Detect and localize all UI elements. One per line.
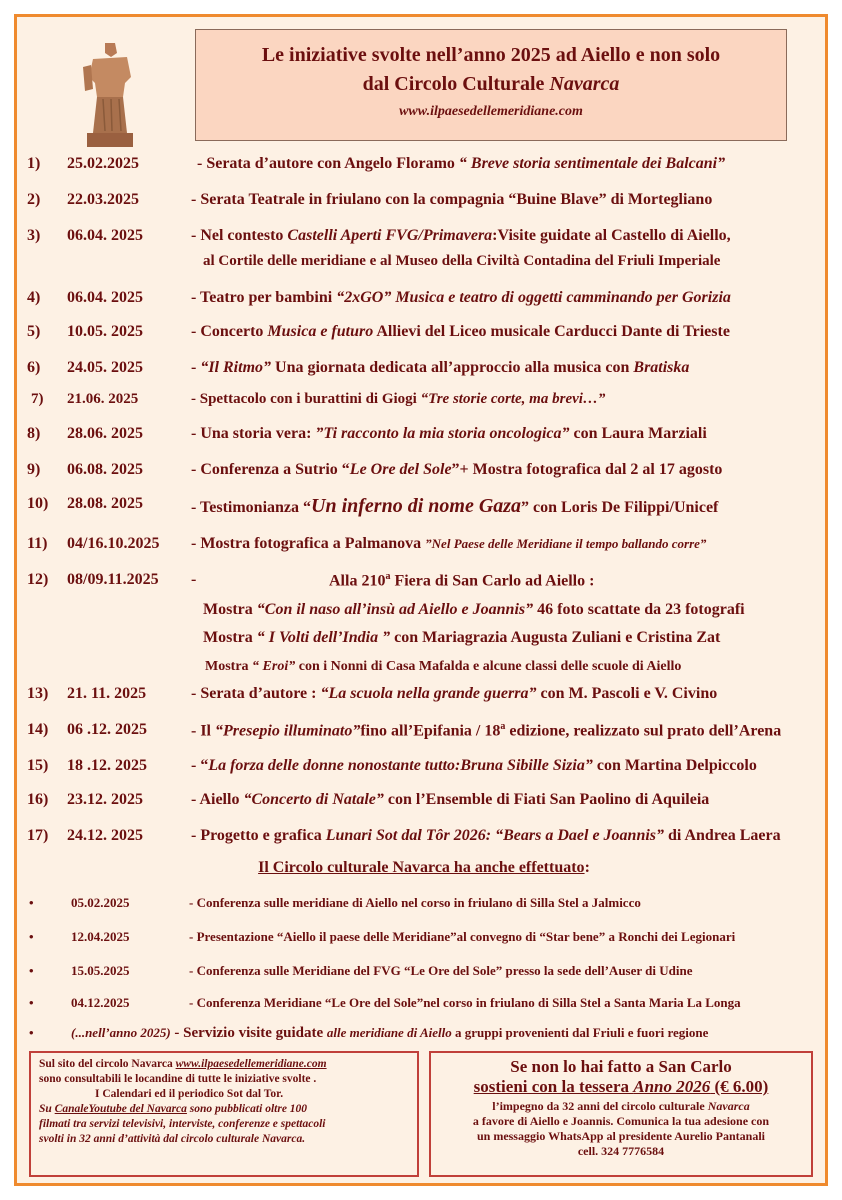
flyer-page: Le iniziative svolte nell’anno 2025 ad Aiello e non solo dal Circolo Culturale Navarca www.ilpaesedellemeridiane.com 1) 25.02.2025 - Serata d’autore con Angelo Floramo “ Breve storia sentimentale dei Balcani” 2) 22.03.2025 - Serata Teatrale in friulano con la compagnia “Buine Blave” di Mortegliano 3) 06.04. 2025 - Nel contesto Castelli Aperti FVG/Primavera:Visite guidate al Castello di Aiello, al Cortile delle meridiane e al Museo della Civiltà Contadina del Friuli Imperiale 4) 06.04. 2025 - Teatro per bambini “2xGO” Musica e teatro di oggetti camminando per Gorizia 5) 10.05. 2025 - Concerto Musica e futuro Allievi del Liceo musicale Carducci Dante di Trieste 6) 24.05. 2025 - “Il Ritmo” Una giornata dedicata all’approccio alla musica con Bratiska 7) 21.06. 2025 - Spettacolo con i burattini di Giogi “Tre storie corte, ma brevi…” 8) 28.06. 2025 - Una storia vera: ”Ti racconto la mia storia oncologica” con Laura Marziali 9) 06.08. 2025 - Conferenza a Sutrio “Le Ore del Sole”+ Mostra fotografica dal 2 al 17 agosto 10) 28.08. 2025 - Testimonianza “Un inferno di nome Gaza” con Loris De Filippi/Unicef 11) 04/16.10.2025 - Mostra fotografica a Palmanova ”Nel Paese delle Meridiane il tempo ballando corre” 12) 08/09.11.2025 - Alla 210$^a$ Fiera di San Carlo ad Aiello : Mostra “Con il naso all’insù ad Aiello e Joannis” 46 foto scattate da 23 fotografi Mostra “ I Volti dell’India ” con Mariagrazia Augusta Zuliani e Cristina Zat Mostra “ Eroi” con i Nonni di Casa Mafalda e alcune classi delle scuole di Aiello 13) 21. 11. 2025 - Serata d’autore : “La scuola nella grande guerra” con M. Pascoli e V. Civino 14) 06 .12. 2025 - Il “Presepio illuminato”fino all’Epifania / 18$^a$ edizione, realizzato sul prato dell’Arena 15) 18 .12. 2025 - “La forza delle donne nonostante tutto:Bruna Sibille Sizia” con Martina Delpiccolo 16) 23.12. 2025 - Aiello “Concerto di Natale” con l’Ensemble di Fiati San Paolino di Aquileia 17) 24.12. 2025 - Progetto e grafica Lunari Sot dal Tôr 2026: “Bears a Dael e Joannis” di Andrea Laera Il Circolo culturale Navarca ha anche effettuato: • 05.02.2025 - Conferenza sulle meridiane di Aiello nel corso in friulano di Silla Stel a Jalmicco • 12.04.2025 - Presentazione “Aiello il paese delle Meridiane”al convegno di “Star bene” a Ronchi dei Legionari • 15.05.2025 - Conferenza sulle Meridiane del FVG “Le Ore del Sole” presso la sede dell’Auser di Udine • 04.12.2025 - Conferenza Meridiane “Le Ore del Sole”nel corso in friulano di Silla Stel a Santa Maria La Longa • (...nell’anno 2025) - Servizio visite guidate alle meridiane di Aiello a gruppi provenienti dal Friuli e fuori regione Sul sito del circolo Navarca www.ilpaesedellemeridiane.com sono consultabili le locandine di tutte le iniziative svolte . I Calendari ed il periodico Sot dal Tor. Su CanaleYoutube del Navarca sono pubblicati oltre 100 filmati tra servizi televisivi, interviste, conferenze e spettacoli svolti in 32 anni d’attività dal circolo culturale Navarca. Se non lo hai fatto a San Carlo sostieni con la tessera Anno 2026 (€ 6.00) l’impegno da 32 anni del circolo culturale Navarca a favore di Aiello e Joannis. Comunica la tua adesione con un messaggio WhatsApp al presidente Aurelio Pantanali cell. 324 7776584 bbox=[14, 14, 828, 1186]
header-website: www.ilpaesedellemeridiane.com bbox=[399, 104, 583, 119]
header-box bbox=[195, 29, 787, 141]
membership-box: Se non lo hai fatto a San Carlo sostieni con la tessera Anno 2026 (€ 6.00) l’impegno da 32 anni del circolo culturale Navarca a favore di Aiello e Joannis. Comunica la tua adesione con un messaggio WhatsApp al presidente Aurelio Pantanali cell. 324 7776584 bbox=[429, 1051, 813, 1177]
also-done-title: Il Circolo culturale Navarca ha anche effettuato: bbox=[258, 859, 590, 876]
membership-price: sostieni con la tessera Anno 2026 (€ 6.00) bbox=[473, 1077, 769, 1096]
statue-image bbox=[75, 37, 145, 149]
phone-number: cell. 324 7776584 bbox=[577, 1144, 665, 1158]
header-title-line1: Le iniziative svolte nell’anno 2025 ad Aiello e non solo bbox=[261, 44, 721, 66]
website-info-box: Sul sito del circolo Navarca www.ilpaesedellemeridiane.com sono consultabili le locandine di tutte le iniziative svolte . I Calendari ed il periodico Sot dal Tor. Su CanaleYoutube del Navarca sono pubblicati oltre 100 filmati tra servizi televisivi, interviste, conferenze e spettacoli svolti in 32 anni d’attività dal circolo culturale Navarca. bbox=[29, 1051, 419, 1177]
website-link[interactable]: www.ilpaesedellemeridiane.com bbox=[175, 1058, 327, 1070]
membership-title: Se non lo hai fatto a San Carlo bbox=[510, 1057, 732, 1076]
youtube-channel-link[interactable]: CanaleYoutube del Navarca bbox=[54, 1103, 187, 1115]
header-title-line2: dal Circolo Culturale Navarca bbox=[362, 73, 620, 95]
